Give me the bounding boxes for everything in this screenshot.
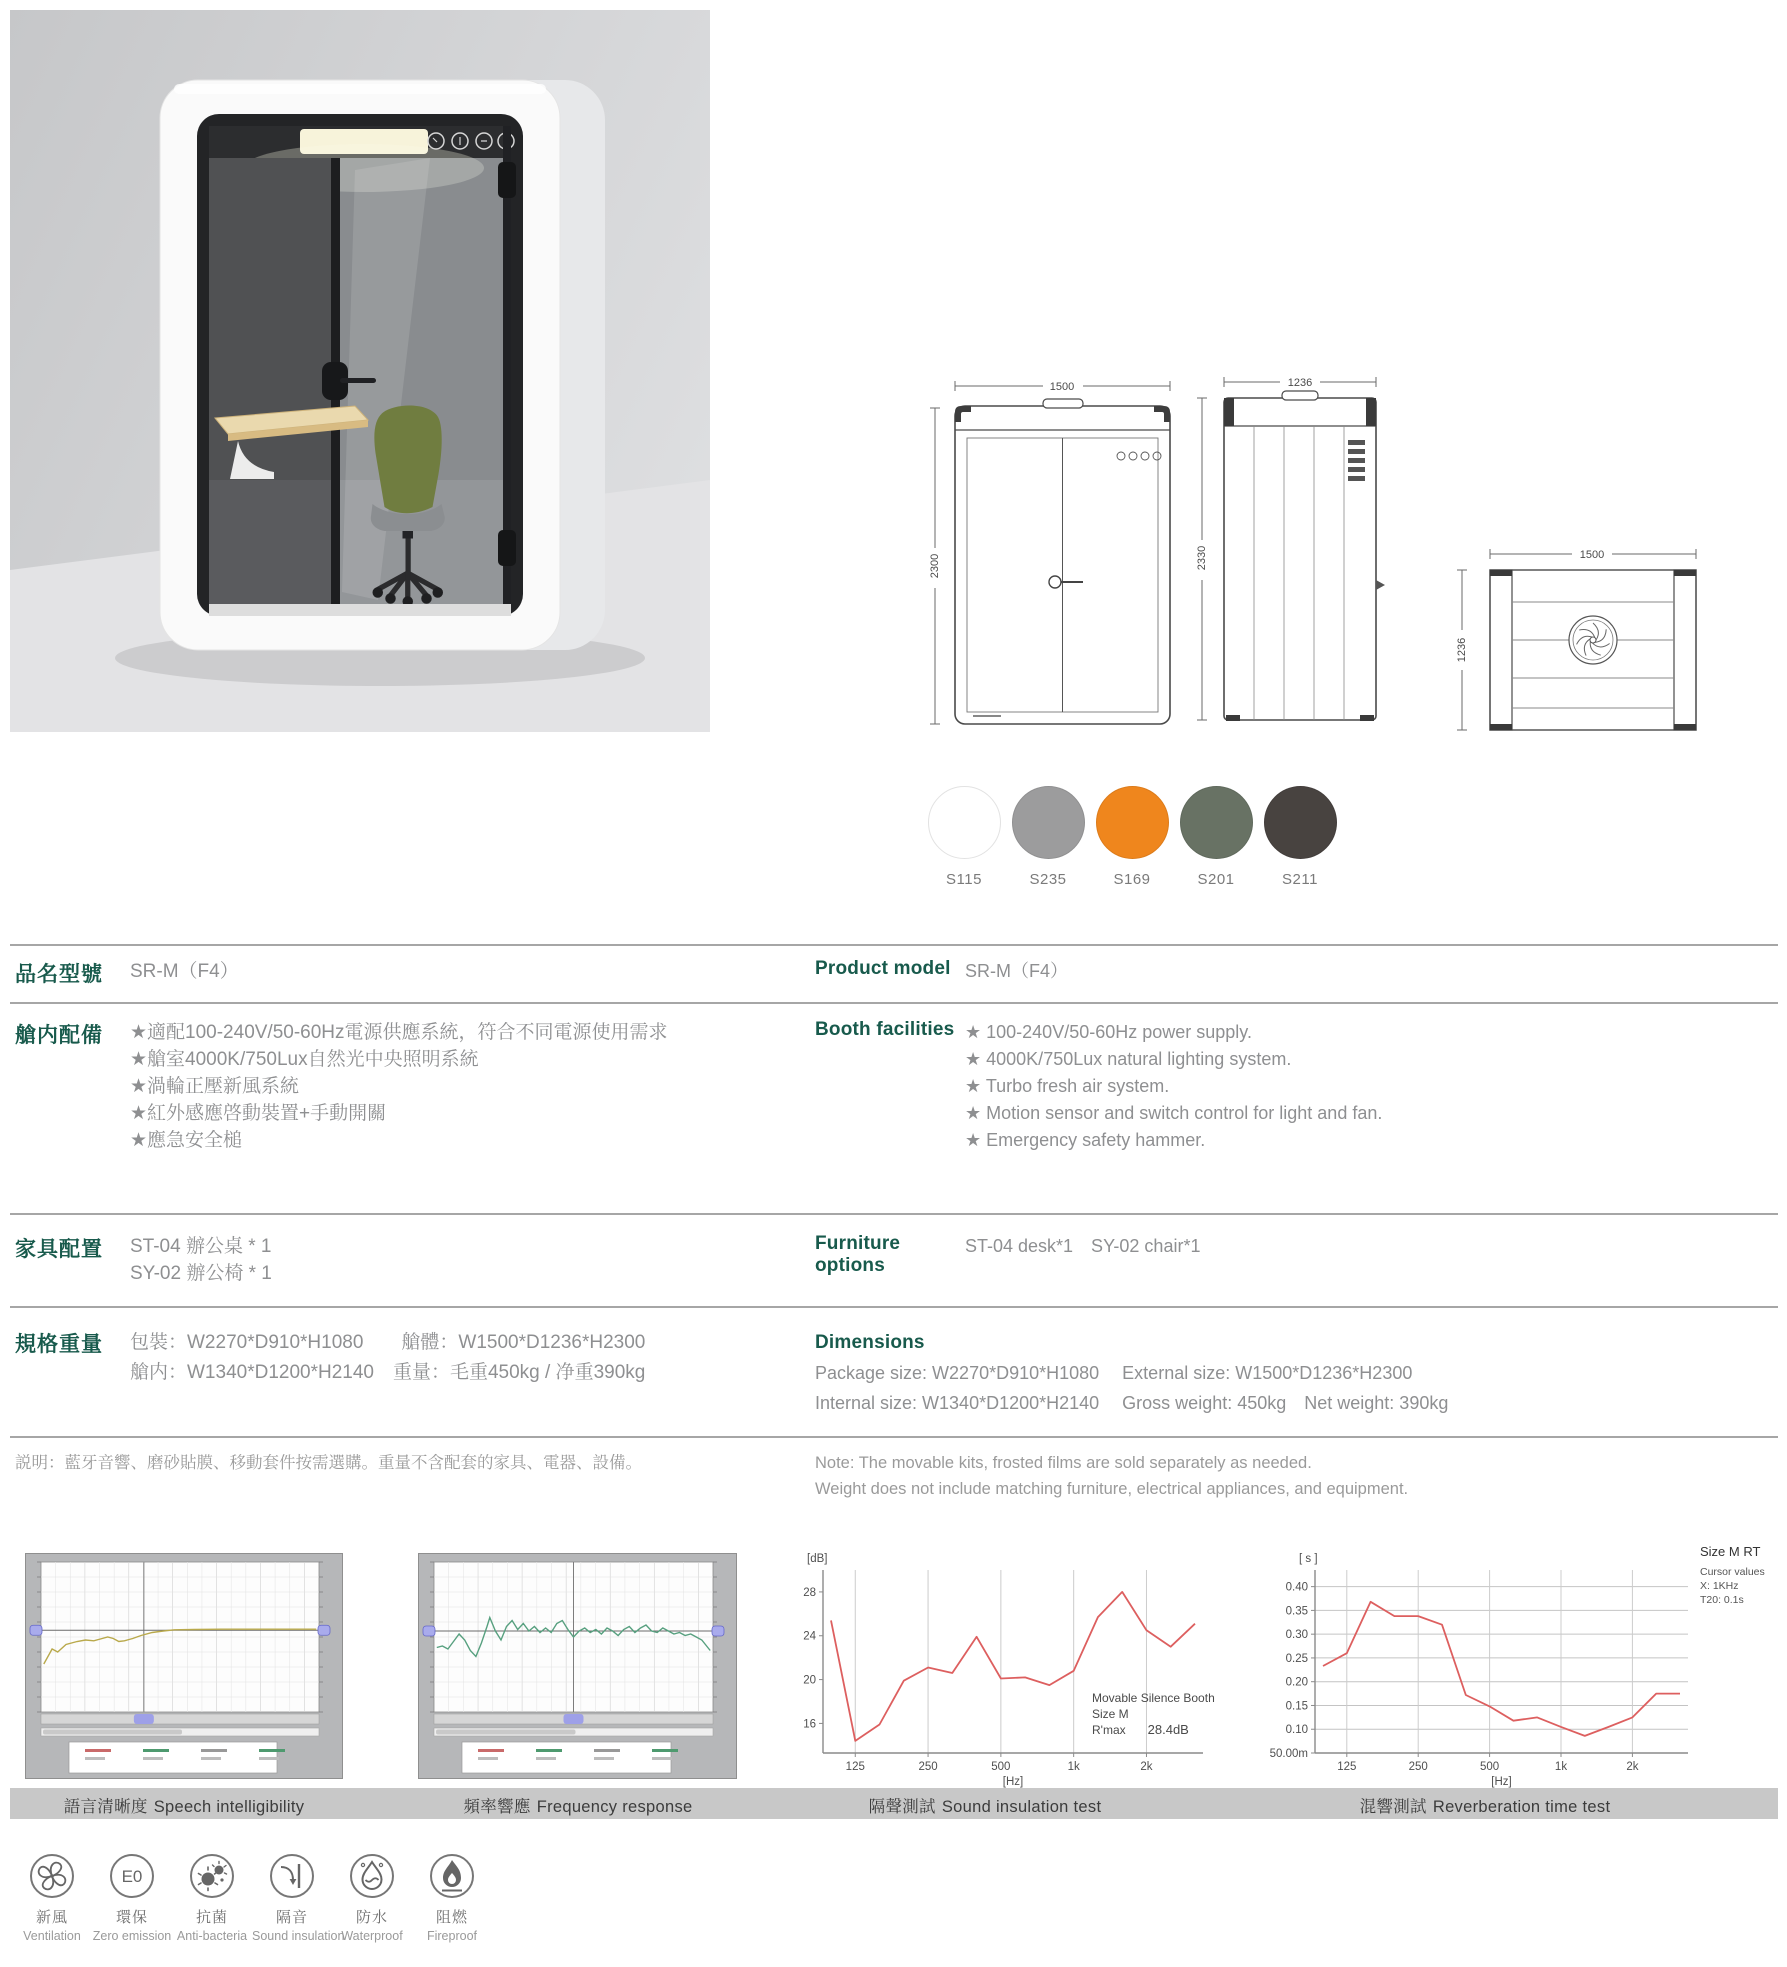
legend-mark (259, 1757, 279, 1760)
spec-row-furniture: 家具配置 ST-04 辦公桌 * 1 SY-02 辦公椅 * 1 Furniture options ST-04 desk*1 SY-02 chair*1 (10, 1213, 1778, 1306)
legend-mark (536, 1749, 562, 1752)
x-tick-label: 125 (1337, 1761, 1357, 1773)
reverb-legend: Size M RT Cursor values X: 1KHz T20: 0.1s (1700, 1544, 1765, 1606)
legend-mark (201, 1749, 227, 1752)
water-drop-icon (348, 1852, 396, 1900)
y-tick-label: 28 (803, 1586, 816, 1599)
y-tick-label: 0.30 (1285, 1629, 1308, 1642)
y-tick-label: 0.35 (1285, 1605, 1308, 1618)
booth-top-highlight (174, 84, 546, 94)
legend-mark (478, 1749, 504, 1752)
insulation-annotation: Movable Silence Booth Size M R'max 28.4dB (1092, 1691, 1215, 1737)
caption-speech: 語言清晰度 Speech intelligibility (63, 1798, 305, 1816)
roof-fan (1569, 616, 1617, 664)
legend-mark (201, 1757, 221, 1760)
side-view-drawing (1192, 368, 1392, 733)
booth-photo-illustration (10, 10, 710, 732)
swatch-color-green (1180, 786, 1253, 859)
x-tick-label: 1k (1554, 1761, 1568, 1773)
feature-waterproof: 防水 Waterproof (332, 1852, 412, 1943)
y-tick-label: 0.20 (1285, 1676, 1308, 1689)
top-width-dim: 1500 (1579, 549, 1605, 561)
door-handle (340, 378, 376, 383)
caption-reverberation: 混響測試 Reverberation time test (1359, 1798, 1611, 1816)
front-view-drawing (925, 372, 1180, 740)
swatch-s211: S211 (1258, 786, 1342, 888)
legend-mark (85, 1757, 105, 1760)
scrollbar-thumb (436, 1730, 576, 1735)
cursor-handle-right (318, 1625, 330, 1635)
x-tick-label: 125 (845, 1761, 865, 1773)
feature-sound-insulation: 隔音 Sound insulation (252, 1852, 332, 1943)
cursor-handle-right (712, 1626, 724, 1636)
swatch-s235: S235 (1006, 786, 1090, 888)
x-axis-strip (41, 1714, 319, 1724)
feature-icons (12, 1852, 492, 1943)
side-height-dim: 2330 (1196, 545, 1208, 571)
flame-icon (428, 1852, 476, 1900)
x-tick-label: 500 (1480, 1761, 1500, 1773)
booth-sill (209, 604, 511, 616)
y-tick-label: 0.25 (1285, 1652, 1308, 1665)
legend-mark (652, 1749, 678, 1752)
swatch-color-gray (1012, 786, 1085, 859)
y-tick-label: 0.40 (1285, 1581, 1308, 1594)
side-width-dim: 1236 (1287, 377, 1313, 389)
legend-mark (259, 1749, 285, 1752)
latch-nub (1376, 580, 1385, 590)
data-line (1323, 1602, 1680, 1736)
sound-arrow-icon (268, 1852, 316, 1900)
door-hinge-top (498, 162, 516, 198)
swatch-color-white (928, 786, 1001, 859)
frequency-response-chart (418, 1553, 737, 1779)
legend-mark (536, 1757, 556, 1760)
legend-mark (143, 1757, 163, 1760)
fan-icon (28, 1852, 76, 1900)
legend-mark (594, 1749, 620, 1752)
swatch-color-orange (1096, 786, 1169, 859)
swatch-s169: S169 (1090, 786, 1174, 888)
swatch-color-dark (1264, 786, 1337, 859)
y-axis-label: [dB] (807, 1553, 828, 1565)
x-axis-label: [Hz] (1002, 1776, 1024, 1788)
top-depth-dim: 1236 (1456, 637, 1468, 663)
axis-cursor (564, 1714, 584, 1724)
chart-caption-band (10, 1788, 1778, 1819)
spec-note-row: 説明：藍牙音響、磨砂貼膜、移動套件按需選購。重量不含配套的家具、電器、設備。 Note: The movable kits, frosted films are sold separately as needed. Weight does not include matching furniture, electrical appliances, and equipment. (10, 1436, 1778, 1516)
y-axis-label: [ s ] (1299, 1553, 1318, 1565)
y-tick-label: 0.10 (1285, 1724, 1308, 1737)
legend-mark (594, 1757, 614, 1760)
svg-text:E0: E0 (121, 1867, 143, 1886)
front-width-dim: 1500 (1049, 381, 1075, 393)
cursor-handle-left (423, 1626, 435, 1636)
y-tick-label: 20 (803, 1674, 816, 1687)
caption-insulation: 隔聲測試 Sound insulation test (868, 1798, 1102, 1816)
legend-mark (478, 1757, 498, 1760)
feature-zero-emission: E0 環保 Zero emission (92, 1852, 172, 1943)
feature-fireproof: 阻燃 Fireproof (412, 1852, 492, 1943)
color-swatches (922, 786, 1342, 888)
x-tick-label: 250 (1408, 1761, 1428, 1773)
legend-mark (85, 1749, 111, 1752)
spec-row-booth-facilities: 艙内配備 ★適配100-240V/50-60Hz電源供應系統，符合不同電源使用需求 ★艙室4000K/750Lux自然光中央照明系統 ★渦輪正壓新風系統 ★紅外感應啓動裝置+手動開關 ★應急安全槌 Booth facilities ★ 100-240V/50-60Hz power supply. ★ 4000K/750Lux natural lighting system. ★ Turbo fresh air system. ★ Motion sensor and switch control for light and fan. ★ Emergency safety hammer. (10, 1002, 1778, 1213)
legend-mark (143, 1749, 169, 1752)
caption-frequency: 頻率響應 Frequency response (463, 1798, 693, 1816)
x-tick-label: 500 (991, 1761, 1011, 1773)
top-view-drawing (1450, 540, 1705, 740)
y-tick-label: 24 (803, 1630, 816, 1643)
scrollbar-thumb (43, 1730, 182, 1735)
y-tick-label: 50.00m (1269, 1748, 1308, 1760)
door-hinge-bottom (498, 530, 516, 566)
spec-row-product-model: 品名型號 SR-M（F4） Product model SR-M（F4） (10, 944, 1778, 1002)
legend-mark (652, 1757, 672, 1760)
feature-ventilation: 新風 Ventilation (12, 1852, 92, 1943)
swatch-s201: S201 (1174, 786, 1258, 888)
lifting-handle (1282, 391, 1318, 400)
x-axis-label: [Hz] (1491, 1776, 1512, 1788)
front-height-dim: 2300 (929, 553, 941, 579)
feature-anti-bacteria: 抗菌 Anti-bacteria (172, 1852, 252, 1943)
swatch-s115: S115 (922, 786, 1006, 888)
axis-cursor (134, 1714, 154, 1724)
spec-row-dimensions: 規格重量 包裝：W2270*D910*H1080 艙體：W1500*D1236*H2300 艙内：W1340*D1200*H2140 重量：毛重450kg / 净重390kg Dimensions Package size: W2270*D910*H1080 External size: W1500*D1236*H2300 Internal size: W1340*D1200*H2140 Gross weight: 450kg Net weight: 390kg (10, 1306, 1778, 1436)
x-tick-label: 2k (1140, 1761, 1153, 1773)
spec-table (10, 944, 1778, 1516)
y-tick-label: 16 (803, 1718, 816, 1731)
sound-insulation-chart (795, 1545, 1215, 1788)
y-tick-label: 0.15 (1285, 1700, 1308, 1713)
lifting-handle (1043, 399, 1083, 408)
e0-icon (108, 1852, 156, 1900)
x-tick-label: 1k (1067, 1761, 1080, 1773)
bacteria-icon (188, 1852, 236, 1900)
x-tick-label: 250 (918, 1761, 938, 1773)
product-photo (10, 10, 710, 732)
x-tick-label: 2k (1626, 1761, 1639, 1773)
speech-intelligibility-chart (25, 1553, 343, 1779)
cursor-handle-left (30, 1625, 42, 1635)
